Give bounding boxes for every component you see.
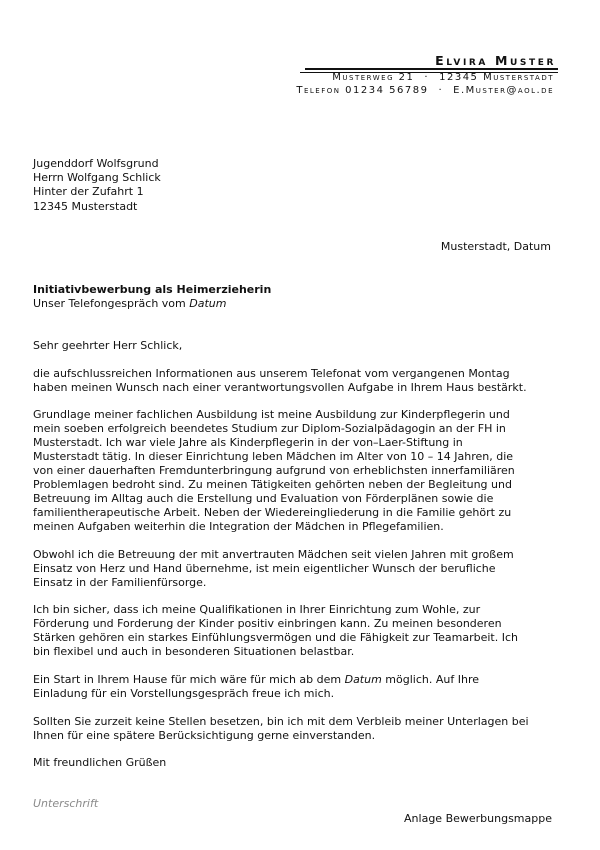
paragraph-line: Obwohl ich die Betreuung der mit anvertrauten Mädchen seit vielen Jahren mit großem: [33, 547, 514, 561]
start-text-suffix: möglich. Auf Ihre: [381, 672, 479, 686]
paragraph-start-date: [33, 673, 561, 701]
paragraph-line: Betreuung im Alltag auch die Erstellung und Evaluation von Förderplänen sowie die: [33, 492, 494, 506]
paragraph-line: bin flexibel und auch in besonderen Situationen belastbar.: [33, 645, 355, 659]
paragraph-line: Sollten Sie zurzeit keine Stellen besetzen, bin ich mit dem Verbleib meiner Unterlagen bei: [33, 714, 529, 728]
paragraph-qualification: [33, 408, 561, 534]
subject-reference-text: Unser Telefongespräch vom: [33, 297, 190, 311]
sender-street: Musterweg 21: [332, 72, 415, 83]
paragraph-line: haben meinen Wunsch nach einer verantwortungsvollen Aufgabe in Ihrem Haus bestärkt.: [33, 380, 527, 394]
signature-placeholder: Unterschrift: [33, 797, 99, 810]
recipient-line: 12345 Musterstadt: [33, 199, 138, 213]
paragraph-line: Ich bin sicher, dass ich meine Qualifikationen in Ihrer Einrichtung zum Wohle, zur: [33, 603, 481, 617]
paragraph-line: Einsatz in der Familienfürsorge.: [33, 575, 207, 589]
start-date-placeholder: Datum: [344, 672, 382, 686]
enclosure-note: Anlage Bewerbungsmappe: [404, 812, 552, 825]
letterhead-rule-thick: [305, 68, 558, 70]
paragraph-line: Förderung und Forderung der Kinder positiv einbringen kann. Zu meinen besonderen: [33, 617, 502, 631]
sender-address-line: [332, 72, 554, 83]
separator-dot: ·: [424, 72, 430, 83]
subject-title: Initiativbewerbung als Heimerzieherin: [33, 283, 272, 296]
subject-block: [33, 283, 271, 311]
paragraph-strengths: [33, 603, 561, 659]
paragraph-alternative: [33, 715, 561, 743]
paragraph-line: Grundlage meiner fachlichen Ausbildung ist meine Ausbildung zur Kinderpflegerin und: [33, 408, 510, 422]
separator-dot: ·: [438, 85, 444, 96]
paragraph-line: [33, 673, 561, 687]
closing: Mit freundlichen Grüßen: [33, 756, 167, 770]
paragraph-line: Ihnen für eine spätere Berücksichtigung gerne einverstanden.: [33, 728, 376, 742]
sender-city: 12345 Musterstadt: [439, 72, 554, 83]
paragraph-line: die aufschlussreichen Informationen aus unserem Telefonat vom vergangenen Montag: [33, 366, 510, 380]
sender-phone: Telefon 01234 56789: [296, 85, 429, 96]
paragraph-line: von einer dauerhaften Fremdunterbringung aufgrund von erheblichsten innerfamiliären: [33, 464, 515, 478]
paragraph-motivation: [33, 548, 561, 590]
paragraph-line: meinen Aufgaben weiterhin die Integration der Mädchen in Pflegefamilien.: [33, 520, 444, 534]
paragraph-line: Musterstadt. Ich war viele Jahre als Kinderpflegerin in der von–Laer-Stiftung in: [33, 436, 463, 450]
paragraph-line: mein soeben erfolgreich beendetes Studium zur Diplom-Sozialpädagogin an der FH in: [33, 422, 506, 436]
recipient-line: Herrn Wolfgang Schlick: [33, 171, 161, 185]
paragraph-line: Musterstadt tätig. In dieser Einrichtung leben Mädchen im Alter von 10 – 14 Jahren, die: [33, 450, 514, 464]
paragraph-intro: [33, 367, 561, 395]
subject-reference: [33, 297, 271, 311]
paragraph-line: familientherapeutische Arbeit. Neben der Wiedereingliederung in die Familie gehört zu: [33, 506, 512, 520]
recipient-address: [33, 157, 161, 214]
paragraph-line: Stärken gehören ein starkes Einfühlungsvermögen und die Fähigkeit zur Teamarbeit. Ich: [33, 631, 518, 645]
salutation: Sehr geehrter Herr Schlick,: [33, 339, 183, 352]
subject-reference-date: Datum: [189, 297, 227, 311]
sender-name: Elvira Muster: [435, 53, 556, 68]
start-text: Ein Start in Ihrem Hause für mich wäre für mich ab dem: [33, 672, 345, 686]
letter-body: [33, 339, 561, 784]
sender-email: E.Muster@aol.de: [453, 85, 554, 96]
recipient-line: Hinter der Zufahrt 1: [33, 185, 144, 199]
paragraph-line: Problemlagen bedroht sind. Zu meinen Tätigkeiten gehörten neben der Begleitung und: [33, 478, 512, 492]
paragraph-line: Einladung für ein Vorstellungsgespräch freue ich mich.: [33, 686, 335, 700]
letter-date: Musterstadt, Datum: [440, 240, 551, 253]
paragraph-line: Einsatz von Herz und Hand übernehme, ist mein eigentlicher Wunsch der berufliche: [33, 561, 496, 575]
sender-contact-line: [296, 85, 554, 96]
recipient-line: Jugenddorf Wolfsgrund: [33, 157, 159, 170]
